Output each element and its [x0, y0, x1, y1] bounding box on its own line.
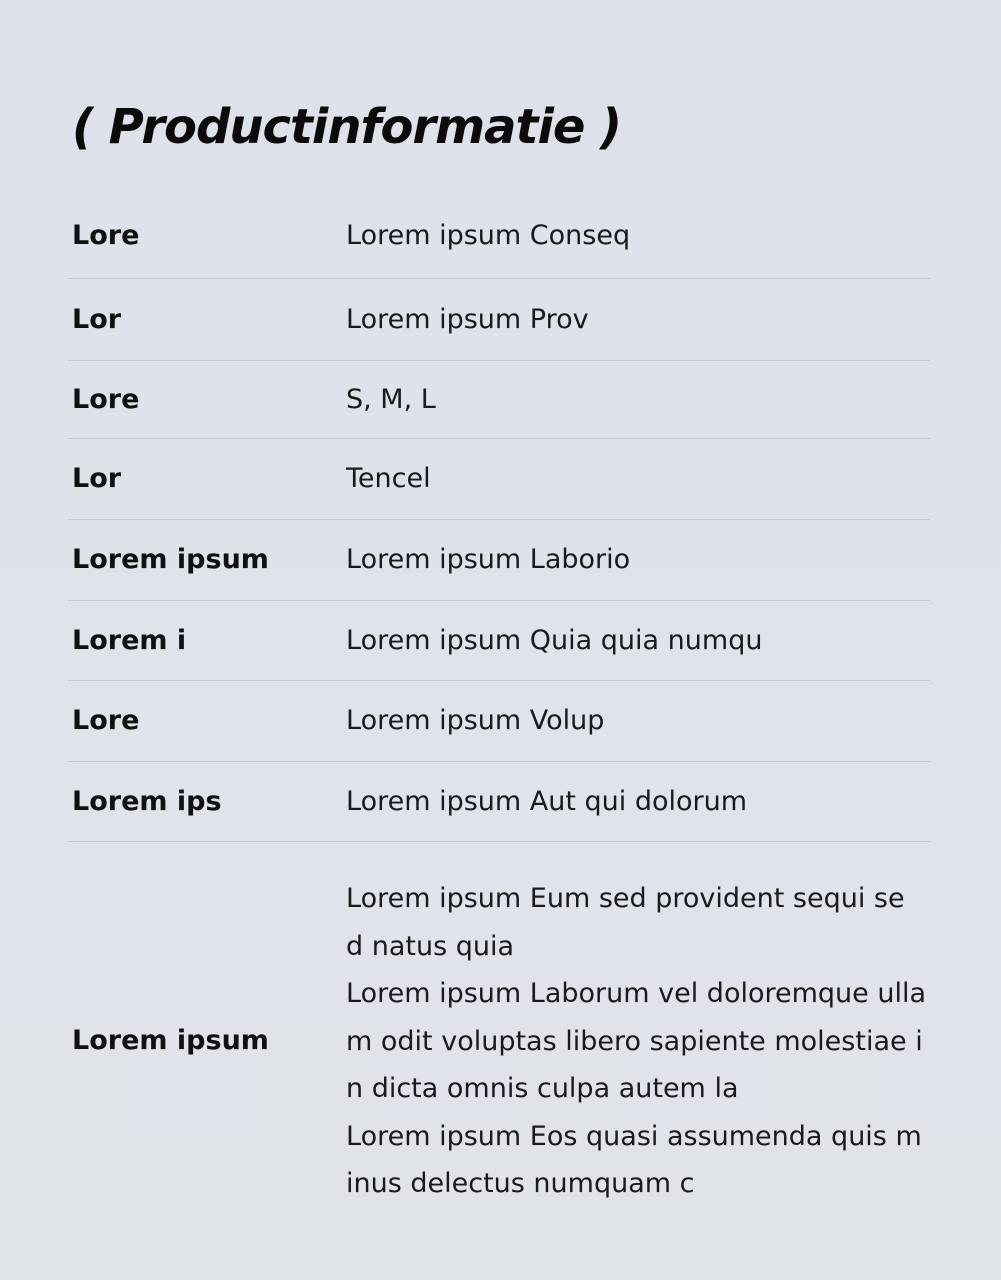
value-line: d natus quia	[346, 930, 515, 962]
table-row	[68, 361, 930, 439]
row-label: Lor	[72, 463, 122, 494]
value-line: inus delectus numquam c	[346, 1168, 695, 1199]
row-value: Lorem ipsum Laborio	[346, 544, 631, 575]
row-label: Lorem ipsum	[72, 1025, 269, 1057]
row-label: Lore	[72, 383, 140, 415]
row-label: Lore	[72, 705, 140, 736]
table-row	[68, 279, 930, 361]
product-info-table	[68, 197, 930, 1208]
row-value: Lorem ipsum Volup	[346, 705, 605, 736]
value-line: n dicta omnis culpa autem la	[346, 1073, 739, 1104]
row-value: Lorem ipsum Aut qui dolorum	[346, 785, 748, 817]
table-row	[68, 439, 930, 520]
table-row	[68, 842, 930, 1208]
table-row	[68, 520, 930, 601]
value-line: Lorem ipsum Laborum vel doloremque ulla	[346, 978, 927, 1009]
table-row	[68, 197, 930, 279]
value-line: m odit voluptas libero sapiente molestiae i	[346, 1025, 923, 1057]
row-label: Lor	[72, 303, 122, 335]
table-row	[68, 681, 930, 762]
row-label: Lorem ips	[72, 785, 222, 817]
table-row	[68, 601, 930, 681]
table-row	[68, 762, 930, 842]
row-label: Lore	[72, 219, 140, 251]
row-label: Lorem ipsum	[72, 544, 269, 575]
value-line: Lorem ipsum Eos quasi assumenda quis m	[346, 1120, 922, 1152]
row-value: Lorem ipsum Quia quia numqu	[346, 624, 763, 656]
row-value-multiline	[346, 875, 930, 1208]
row-value: Tencel	[346, 463, 431, 494]
row-value: Lorem ipsum Conseq	[346, 219, 631, 251]
page-title: ( Productinformatie )	[72, 99, 622, 155]
value-line: Lorem ipsum Eum sed provident sequi se	[346, 883, 905, 914]
row-label: Lorem i	[72, 624, 187, 656]
row-value: S, M, L	[346, 383, 436, 415]
row-value: Lorem ipsum Prov	[346, 303, 589, 335]
